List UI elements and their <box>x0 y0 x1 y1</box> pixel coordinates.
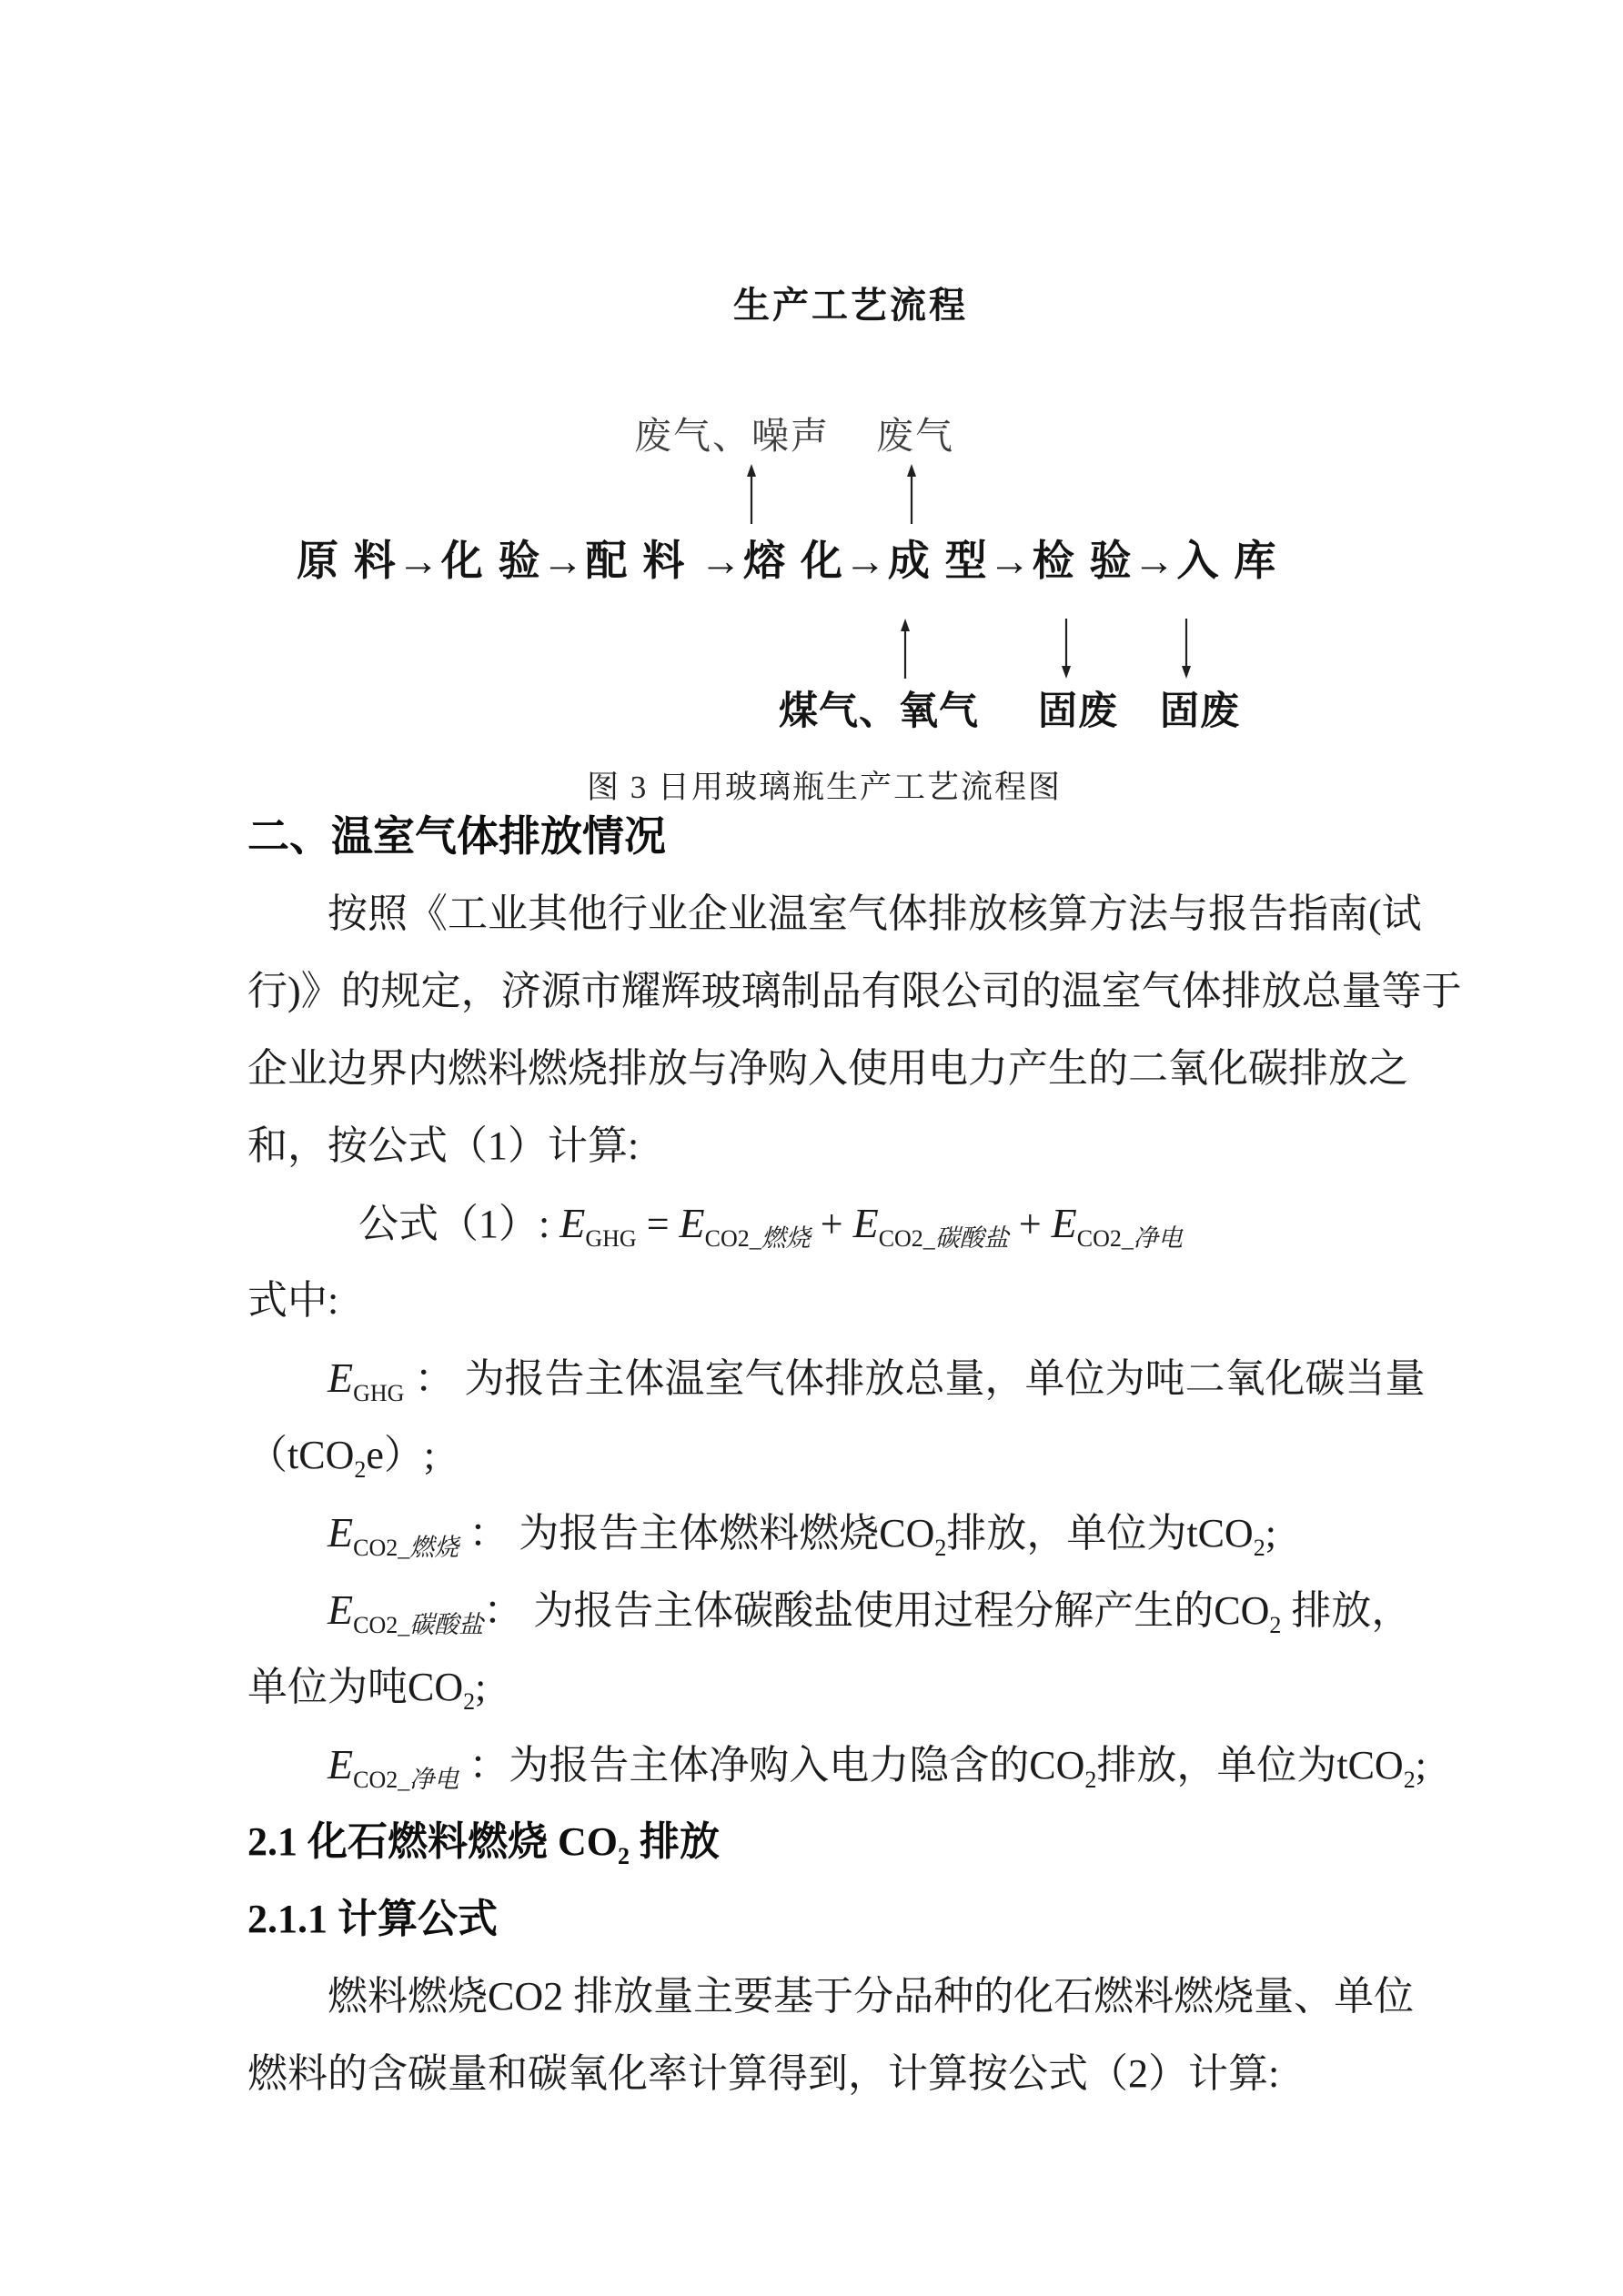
text-segment: 化石燃料燃烧 <box>307 1819 558 1864</box>
text-segment: 2 <box>1403 1767 1416 1793</box>
text-segment: 二、温室气体排放情况 <box>247 813 666 860</box>
text-segment: CO2_ <box>353 1767 410 1793</box>
text-segment: 净电 <box>409 1766 459 1793</box>
text-segment: 2 <box>1269 1612 1282 1638</box>
diagram-label-bottom-2: 固废 <box>1160 690 1240 733</box>
arrow-down-icon <box>1059 619 1074 679</box>
text-segment: 碳酸盐 <box>409 1611 484 1638</box>
text-segment: CO2_ <box>353 1535 410 1561</box>
text-line <box>247 1648 1430 1726</box>
text-segment: ： 为报告主体碳酸盐使用过程分解产生的 <box>483 1588 1215 1633</box>
text-segment: 碳酸盐 <box>934 1224 1009 1252</box>
text-segment: CO <box>1029 1743 1085 1787</box>
text-line <box>247 875 1430 952</box>
section-heading-2 <box>247 798 1430 875</box>
text-segment: ）; <box>383 1433 436 1477</box>
text-segment: 燃烧 <box>761 1224 811 1252</box>
text-segment: E <box>328 1741 354 1787</box>
text-segment: 式中: <box>247 1278 339 1323</box>
arrow-up-icon <box>744 464 759 524</box>
text-segment: E <box>679 1200 705 1246</box>
text-line <box>247 952 1462 1030</box>
text-line <box>247 2035 1430 2112</box>
text-segment: （ <box>247 1433 287 1477</box>
text-segment: e <box>366 1433 384 1477</box>
arrow-up-icon <box>898 619 912 679</box>
text-segment: ; <box>1415 1743 1426 1787</box>
text-segment: ; <box>475 1665 487 1709</box>
section-heading-2-1 <box>247 1803 1430 1880</box>
text-segment: E <box>328 1586 354 1633</box>
text-segment: 单位为吨 <box>247 1665 408 1709</box>
text-segment: = <box>636 1202 680 1246</box>
text-segment: 排放，单位为 <box>946 1511 1187 1556</box>
text-segment: CO2_ <box>353 1612 410 1638</box>
text-segment: CO <box>558 1819 618 1864</box>
text-segment: E <box>328 1354 354 1401</box>
text-segment: tCO <box>1186 1511 1254 1556</box>
text-segment: 2 <box>618 1843 630 1869</box>
text-segment: E <box>328 1509 354 1556</box>
text-segment: E <box>852 1200 879 1246</box>
text-segment: CO <box>1214 1588 1270 1633</box>
text-line <box>247 1030 1430 1107</box>
text-segment: CO2 <box>488 1974 574 2019</box>
text-segment: ： 为报告主体温室气体排放总量，单位为吨二氧化碳当量 <box>404 1356 1426 1401</box>
text-segment: 排放， <box>1281 1588 1412 1633</box>
text-segment: E <box>1051 1200 1077 1246</box>
text-segment: ： 为报告主体燃料燃烧 <box>459 1511 880 1556</box>
text-segment: 2 <box>1084 1767 1097 1793</box>
diagram-label-bottom-1: 固废 <box>1038 690 1118 733</box>
body-text <box>247 798 1462 2112</box>
text-segment: E <box>559 1200 586 1246</box>
text-segment: 企业边界内燃料燃烧排放与净购入使用电力产生的二氧化碳排放之 <box>247 1046 1408 1091</box>
text-segment: GHG <box>585 1225 637 1252</box>
text-segment: ：为报告主体净购入电力隐含的 <box>459 1743 1030 1787</box>
text-segment: CO2_ <box>704 1225 761 1252</box>
text-segment: tCO <box>1336 1743 1404 1787</box>
diagram-title: 生产工艺流程 <box>733 286 968 326</box>
text-segment: 公式（1）: <box>358 1202 560 1246</box>
text-segment: + <box>1008 1202 1052 1246</box>
arrow-up-icon <box>904 464 919 524</box>
figure-caption: 图 3 日用玻璃瓶生产工艺流程图 <box>586 770 1063 805</box>
text-line <box>247 1494 1430 1571</box>
text-segment: 和，按公式（1）计算: <box>247 1123 640 1168</box>
text-segment: + <box>810 1202 853 1246</box>
text-segment: ; <box>1265 1511 1276 1556</box>
text-segment: 2 <box>354 1456 367 1483</box>
text-line <box>247 1262 1430 1339</box>
text-segment: 排放 <box>630 1819 720 1864</box>
text-line <box>247 1726 1430 1803</box>
text-line <box>247 1571 1430 1648</box>
text-segment: 净电 <box>1133 1224 1183 1252</box>
text-segment: 2 <box>934 1535 947 1561</box>
text-segment: CO <box>879 1511 935 1556</box>
diagram-label-bottom-0: 煤气、氧气 <box>779 690 979 733</box>
text-segment: 2 <box>1253 1535 1265 1561</box>
formula-1 <box>247 1184 1430 1262</box>
text-segment: GHG <box>353 1380 405 1406</box>
text-segment: 燃烧 <box>409 1534 459 1561</box>
diagram-label-top-1: 废气 <box>876 415 954 457</box>
text-segment: 2.1 <box>247 1819 307 1864</box>
text-segment: 按照《工业其他行业企业温室气体排放核算方法与报告指南(试 <box>328 891 1422 936</box>
text-segment: 2.1.1 <box>247 1897 338 1941</box>
text-line <box>247 1416 1430 1494</box>
text-line <box>247 1958 1430 2035</box>
text-segment: tCO <box>287 1433 355 1477</box>
text-line <box>247 1339 1430 1416</box>
process-flow-line: 原 料→化 验→配 料 →熔 化→成 型→检 验→入 库 <box>297 537 1278 584</box>
arrow-down-icon <box>1179 619 1194 679</box>
text-segment: 计算公式 <box>338 1897 498 1941</box>
text-segment: CO2_ <box>878 1225 935 1252</box>
text-segment: CO2_ <box>1076 1225 1134 1252</box>
text-segment: 燃料燃烧 <box>328 1974 488 2019</box>
text-segment: 排放量主要基于分品种的化石燃料燃烧量、单位 <box>573 1974 1415 2019</box>
text-segment: 2 <box>463 1688 476 1715</box>
text-segment: 燃料的含碳量和碳氧化率计算得到，计算按公式（2）计算: <box>247 2051 1280 2096</box>
text-line <box>247 1107 1430 1184</box>
section-heading-2-1-1 <box>247 1880 1430 1958</box>
text-segment: 排放，单位为 <box>1096 1743 1337 1787</box>
text-segment: 行)》的规定，济源市耀辉玻璃制品有限公司的温室气体排放总量等于 <box>247 969 1462 1013</box>
diagram-label-top-0: 废气、噪声 <box>634 415 830 457</box>
text-segment: CO <box>408 1665 464 1709</box>
